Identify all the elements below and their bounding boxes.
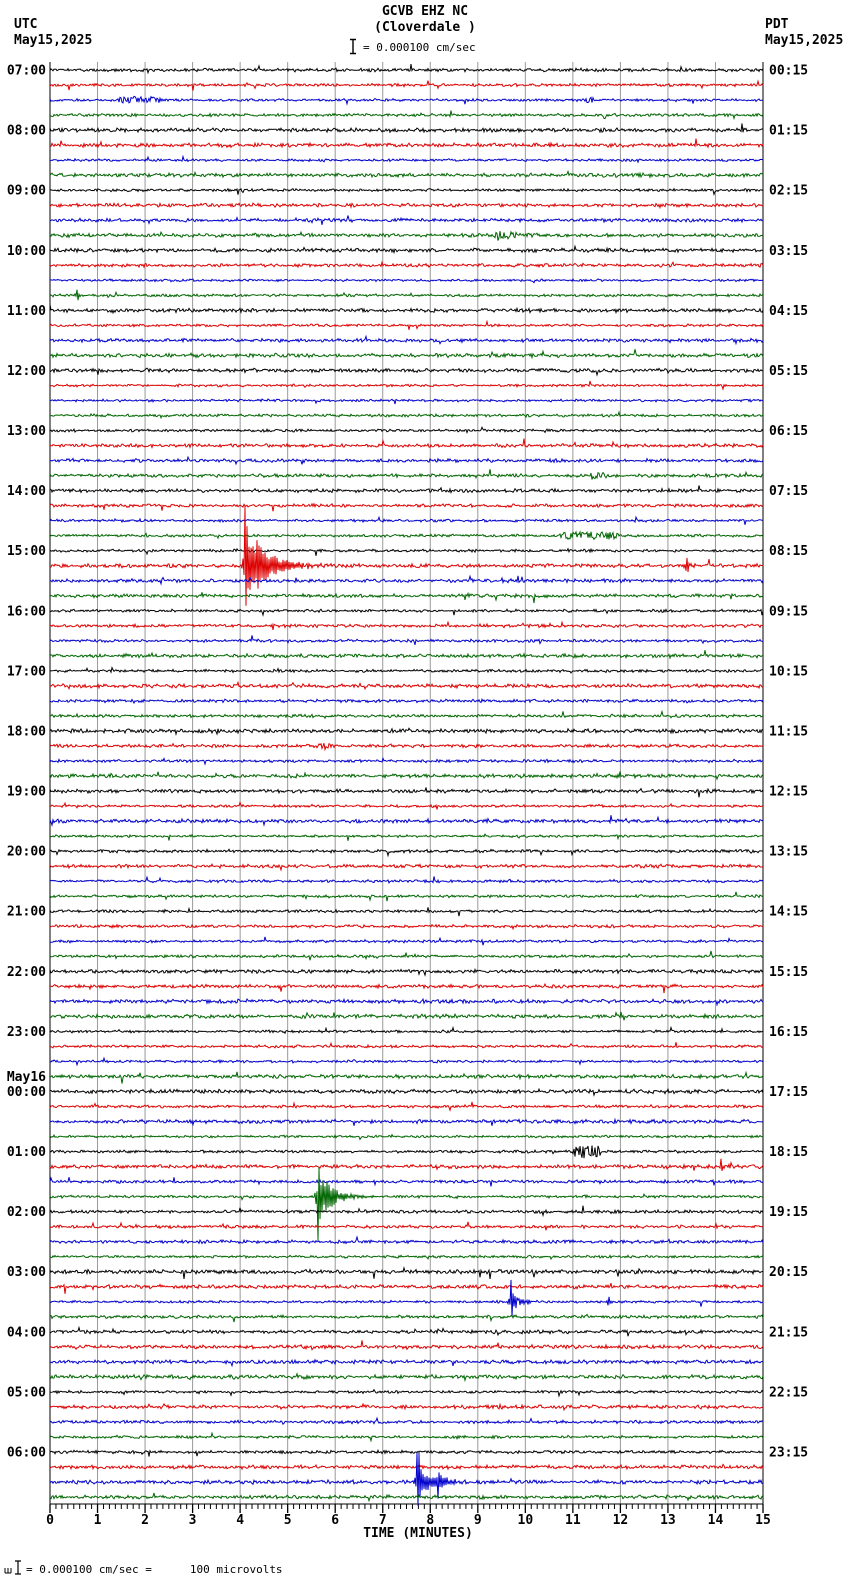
utc-hour-label: 06:00 <box>6 1445 46 1461</box>
seismogram-trace <box>50 246 763 252</box>
pdt-date-label: May15,2025 <box>765 33 844 48</box>
pdt-hour-labels <box>769 64 808 1461</box>
seismogram-trace <box>50 1012 763 1021</box>
seismogram-trace <box>50 937 763 945</box>
seismogram-trace <box>50 1058 763 1065</box>
microvolt-marker-icon <box>4 1567 12 1574</box>
seismogram-trace <box>50 1159 763 1171</box>
seismogram-trace <box>50 1135 763 1140</box>
seismogram-trace <box>50 1167 763 1241</box>
seismogram-trace <box>50 172 763 178</box>
seismogram-trace <box>50 157 763 163</box>
utc-hour-label: 19:00 <box>6 784 46 800</box>
utc-hour-label: 14:00 <box>6 484 46 500</box>
pdt-hour-label: 12:15 <box>769 784 809 800</box>
svg-text:5: 5 <box>283 1513 292 1528</box>
pdt-hour-label: 03:15 <box>769 243 809 259</box>
seismogram-trace <box>50 925 763 929</box>
pdt-hour-label: 23:15 <box>769 1445 809 1461</box>
seismogram-trace <box>50 984 763 993</box>
seismogram-trace <box>50 189 763 195</box>
pdt-hour-label: 02:15 <box>769 183 809 199</box>
seismogram-trace <box>50 81 763 91</box>
seismogram-trace <box>50 290 763 301</box>
svg-text:0: 0 <box>46 1513 54 1528</box>
seismogram-trace <box>50 532 763 540</box>
pdt-hour-label: 17:15 <box>769 1084 809 1100</box>
seismogram-traces <box>50 64 763 1506</box>
seismogram-trace <box>50 970 763 976</box>
seismogram-trace <box>50 469 763 479</box>
station-title: GCVB EHZ NC <box>381 4 469 19</box>
axis-tick-labels <box>46 1513 771 1541</box>
seismogram-trace <box>50 699 763 703</box>
pdt-hour-label: 14:15 <box>769 904 809 920</box>
utc-hour-label: 22:00 <box>6 964 46 980</box>
seismogram-trace <box>50 123 763 132</box>
pdt-hour-label: 15:15 <box>769 964 809 980</box>
seismogram-trace <box>50 1328 763 1337</box>
seismogram-trace <box>50 216 763 225</box>
seismogram-trace <box>50 635 763 645</box>
footer-scale-equation: = 0.000100 cm/sec = <box>26 1563 152 1576</box>
seismogram-trace <box>50 139 763 148</box>
utc-hour-label: 00:00 <box>6 1084 46 1100</box>
seismogram-trace <box>50 1028 763 1034</box>
seismogram-trace <box>50 1374 763 1381</box>
seismogram-trace <box>50 1340 763 1349</box>
seismogram-trace <box>50 849 763 855</box>
seismogram-trace <box>50 1280 763 1317</box>
seismogram-trace <box>50 1042 763 1048</box>
seismogram-trace <box>50 1072 763 1084</box>
seismogram-trace <box>50 892 763 901</box>
svg-text:6: 6 <box>331 1513 340 1528</box>
seismogram-trace <box>50 758 763 764</box>
utc-hour-label: 18:00 <box>6 724 46 740</box>
seismogram-trace <box>50 1222 763 1230</box>
utc-hour-label: 13:00 <box>6 424 46 440</box>
amplitude-scale-label: = 0.000100 cm/sec <box>363 41 476 54</box>
seismogram-trace <box>50 1360 763 1366</box>
time-axis <box>50 1504 763 1513</box>
seismogram-trace <box>50 322 763 330</box>
seismogram-trace <box>50 834 763 841</box>
seismogram-trace <box>50 1450 763 1456</box>
seismogram-trace <box>50 815 763 825</box>
seismogram-trace <box>50 788 763 798</box>
seismogram-trace <box>50 305 763 313</box>
seismogram-trace <box>50 803 763 810</box>
seismogram-trace <box>50 231 763 240</box>
svg-text:2: 2 <box>141 1513 149 1528</box>
seismogram-trace <box>50 457 763 464</box>
seismogram-trace <box>50 1146 763 1159</box>
pdt-hour-label: 13:15 <box>769 844 809 860</box>
utc-hour-label: 01:00 <box>6 1145 46 1161</box>
seismogram-trace <box>50 951 763 960</box>
seismogram-trace <box>50 504 763 512</box>
utc-hour-label: 05:00 <box>6 1385 46 1401</box>
svg-text:4: 4 <box>236 1513 245 1528</box>
seismogram-trace <box>50 1390 763 1396</box>
seismogram-trace <box>50 1177 763 1186</box>
seismogram-trace <box>50 486 763 493</box>
utc-hour-label: 11:00 <box>6 303 46 319</box>
pdt-hour-label: 10:15 <box>769 664 809 680</box>
seismogram-trace <box>50 592 763 603</box>
pdt-hour-label: 05:15 <box>769 363 809 379</box>
seismogram-trace <box>50 1119 763 1125</box>
seismogram-trace <box>50 1433 763 1441</box>
pdt-hour-label: 06:15 <box>769 424 809 440</box>
pdt-hour-label: 04:15 <box>769 303 809 319</box>
seismogram-trace <box>50 1255 763 1259</box>
pdt-hour-label: 16:15 <box>769 1024 809 1040</box>
seismogram-trace <box>50 549 763 556</box>
svg-text:10: 10 <box>517 1513 534 1528</box>
station-location: (Cloverdale ) <box>374 20 476 35</box>
seismogram-trace <box>50 743 763 749</box>
seismogram-trace <box>50 771 763 779</box>
utc-date-break: May16 <box>6 1069 46 1085</box>
utc-timezone-label: UTC <box>14 17 38 32</box>
pdt-hour-label: 08:15 <box>769 544 809 560</box>
pdt-hour-label: 01:15 <box>769 123 809 139</box>
seismogram-trace <box>50 1102 763 1110</box>
pdt-hour-label: 09:15 <box>769 604 809 620</box>
utc-hour-label: 04:00 <box>6 1325 46 1341</box>
seismogram-trace <box>50 1283 763 1294</box>
seismogram-trace <box>50 262 763 267</box>
utc-hour-label: 20:00 <box>6 844 46 860</box>
seismogram-trace <box>50 203 763 207</box>
seismogram-trace <box>50 1089 763 1095</box>
pdt-hour-label: 20:15 <box>769 1265 809 1281</box>
seismogram-trace <box>50 399 763 404</box>
utc-hour-labels <box>7 64 46 1461</box>
pdt-hour-label: 21:15 <box>769 1325 809 1341</box>
seismogram-trace <box>50 682 763 689</box>
seismogram-trace <box>50 1237 763 1243</box>
seismogram-trace <box>50 96 763 104</box>
seismogram-trace <box>50 668 763 673</box>
utc-hour-label: 23:00 <box>6 1024 46 1040</box>
utc-hour-label: 10:00 <box>6 243 46 259</box>
seismogram-trace <box>50 1314 763 1322</box>
footer-scale-value: 100 microvolts <box>189 1563 283 1576</box>
utc-hour-label: 21:00 <box>6 904 46 920</box>
utc-hour-label: 08:00 <box>6 123 46 139</box>
svg-text:7: 7 <box>378 1513 387 1528</box>
seismogram-trace <box>50 1464 763 1469</box>
svg-text:1: 1 <box>93 1513 102 1528</box>
seismogram-trace <box>50 1418 763 1424</box>
seismogram-trace <box>50 650 763 658</box>
footer-scale-icon <box>13 1560 23 1575</box>
seismogram-trace <box>50 427 763 432</box>
seismogram-trace <box>50 609 763 615</box>
svg-text:13: 13 <box>660 1513 676 1528</box>
pdt-hour-label: 07:15 <box>769 484 809 500</box>
seismogram-trace <box>50 1404 763 1410</box>
seismogram-trace <box>50 1268 763 1279</box>
svg-text:14: 14 <box>707 1513 724 1528</box>
utc-hour-label: 12:00 <box>6 363 46 379</box>
svg-text:3: 3 <box>188 1513 197 1528</box>
seismogram-trace <box>50 576 763 584</box>
seismogram-trace <box>50 279 763 283</box>
svg-text:15: 15 <box>755 1513 771 1528</box>
pdt-hour-label: 22:15 <box>769 1385 809 1401</box>
svg-text:12: 12 <box>612 1513 629 1528</box>
pdt-timezone-label: PDT <box>765 17 789 32</box>
footer-scale-line <box>26 1563 283 1576</box>
utc-hour-label: 15:00 <box>6 544 46 560</box>
seismogram-trace <box>50 728 763 734</box>
seismogram-trace <box>50 439 763 448</box>
seismogram-trace <box>50 412 763 418</box>
seismogram-trace <box>50 336 763 343</box>
pdt-hour-label: 19:15 <box>769 1205 809 1221</box>
pdt-hour-label: 18:15 <box>769 1145 809 1161</box>
seismogram-trace <box>50 381 763 389</box>
x-axis-title: TIME (MINUTES) <box>363 1526 473 1541</box>
seismogram-trace <box>50 711 763 718</box>
seismogram-trace <box>50 349 763 357</box>
utc-hour-label: 16:00 <box>6 604 46 620</box>
seismogram-trace <box>50 111 763 119</box>
seismogram-trace <box>50 64 763 73</box>
seismogram-trace <box>50 1206 763 1216</box>
utc-hour-label: 09:00 <box>6 183 46 199</box>
seismogram-trace <box>50 907 763 916</box>
svg-text:11: 11 <box>565 1513 581 1528</box>
svg-text:8: 8 <box>426 1513 435 1528</box>
seismogram-trace <box>50 622 763 630</box>
seismogram-trace <box>50 368 763 375</box>
pdt-hour-label: 11:15 <box>769 724 809 740</box>
seismogram-trace <box>50 1493 763 1501</box>
utc-date-label: May15,2025 <box>14 33 93 48</box>
utc-hour-label: 02:00 <box>6 1205 46 1221</box>
svg-text:9: 9 <box>473 1513 482 1528</box>
utc-hour-label: 17:00 <box>6 664 46 680</box>
utc-hour-label: 07:00 <box>6 63 46 79</box>
seismogram-trace <box>50 999 763 1005</box>
seismogram-trace <box>50 876 763 883</box>
seismogram-trace <box>50 864 763 870</box>
utc-hour-label: 03:00 <box>6 1265 46 1281</box>
seismogram-trace <box>50 517 763 525</box>
pdt-hour-label: 00:15 <box>769 63 809 79</box>
